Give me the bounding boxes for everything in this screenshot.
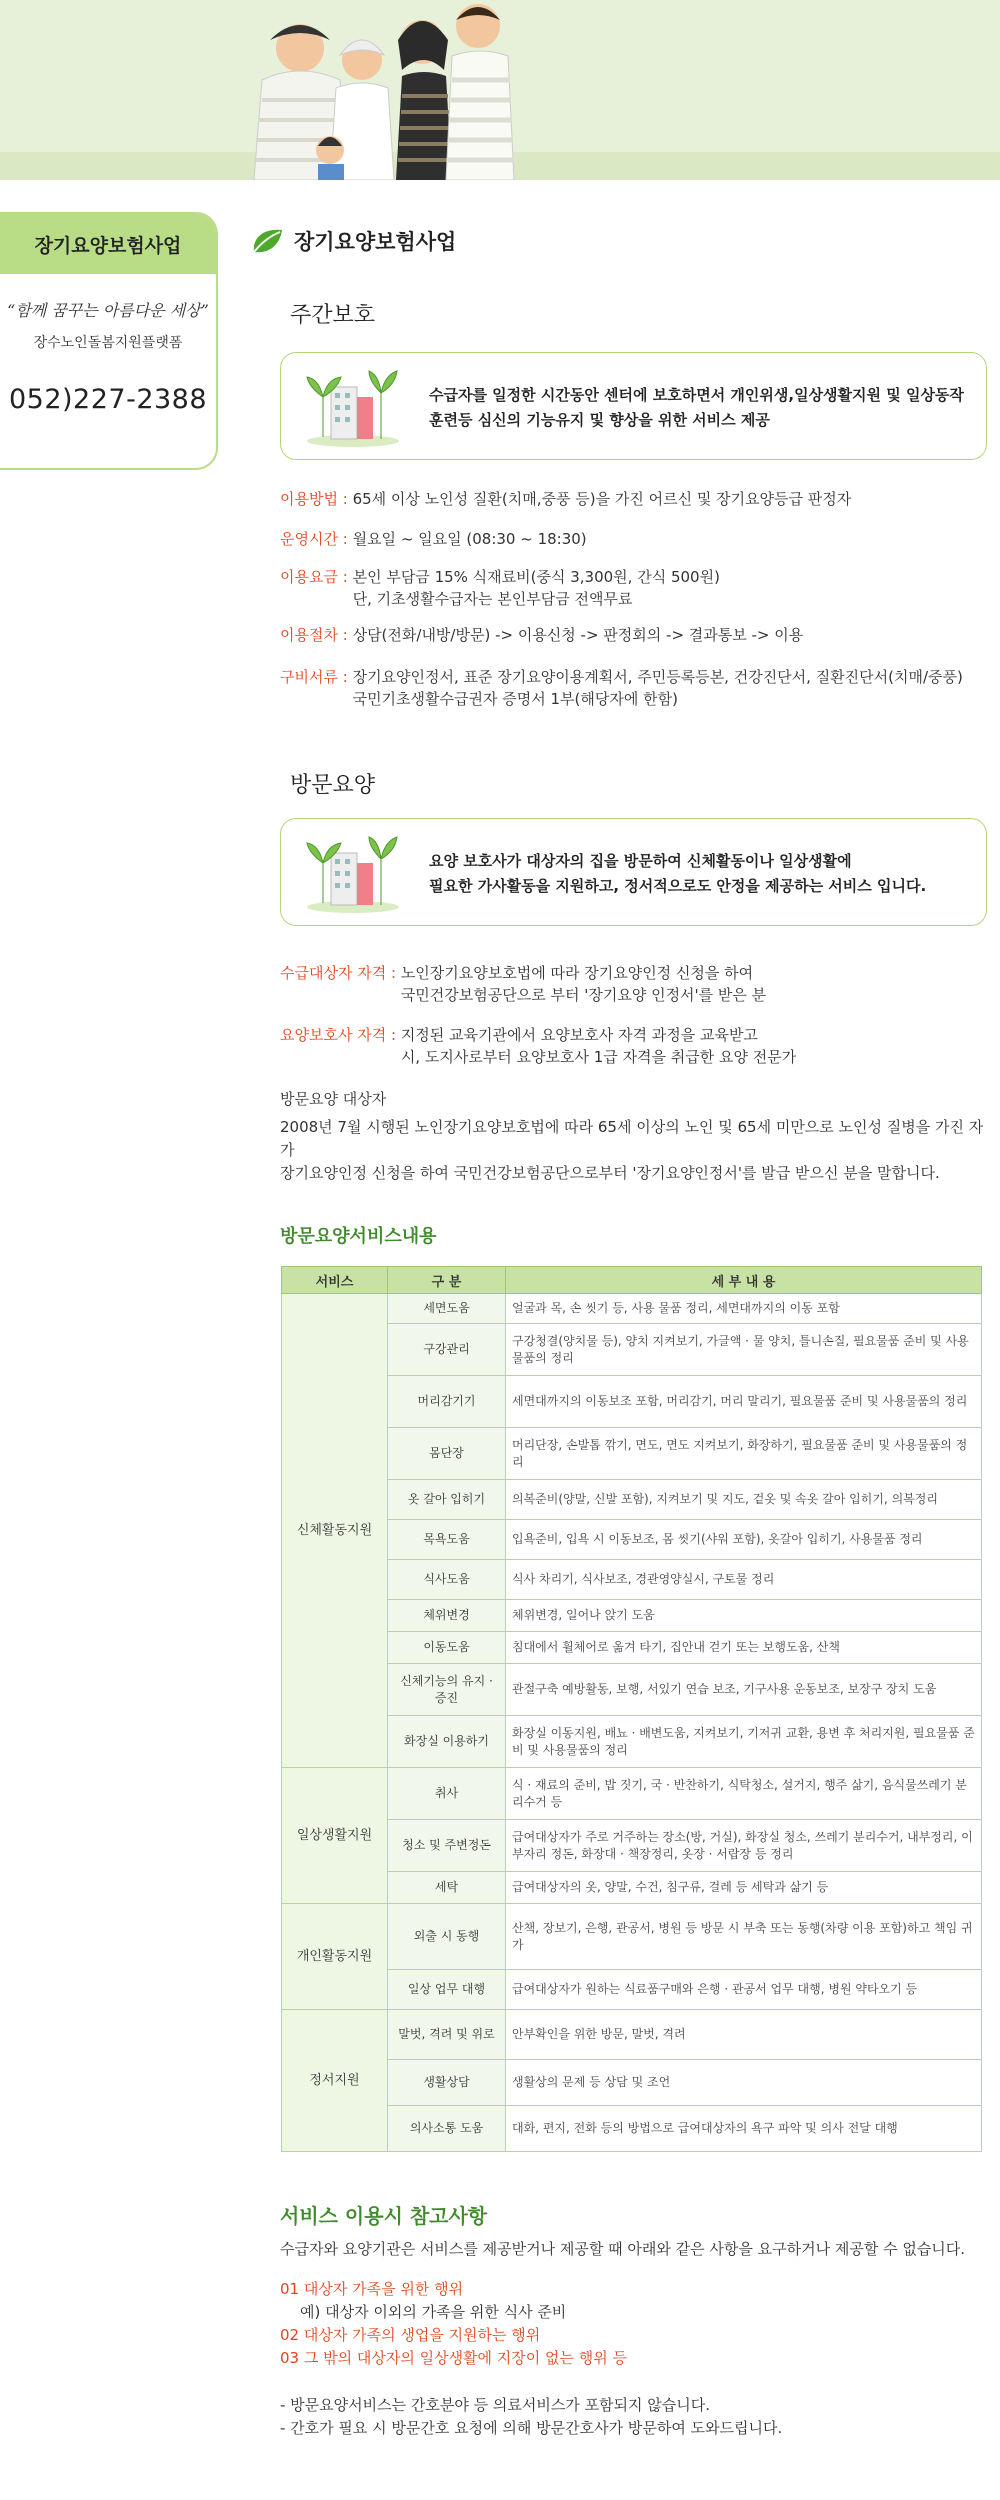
- weekly-item: 운영시간 : 월요일 ~ 일요일 (08:30 ~ 18:30): [280, 530, 587, 548]
- category-cell: 몸단장: [388, 1428, 506, 1480]
- category-cell: 청소 및 주변정돈: [388, 1820, 506, 1872]
- detail-cell: 관절구축 예방활동, 보행, 서있기 연습 보조, 기구사용 운동보조, 보장구 장치 도움: [506, 1664, 982, 1716]
- service-cell: 개인활동지원: [282, 1904, 388, 2010]
- column-header: 구 분: [388, 1267, 506, 1294]
- detail-cell: 의복준비(양말, 신발 포함), 지켜보기 및 지도, 겉옷 및 속옷 갈아 입히기, 의복정리: [506, 1480, 982, 1520]
- weekly-intro-box: [280, 352, 987, 460]
- detail-cell: 입욕준비, 입욕 시 이동보조, 몸 씻기(샤워 포함), 옷갈아 입히기, 사용물품 정리: [506, 1520, 982, 1560]
- page-title-bar: [250, 226, 456, 256]
- service-cell: 일상생활지원: [282, 1768, 388, 1904]
- rule-item: 01 대상자 가족을 위한 행위: [280, 2280, 464, 2298]
- notes-footnotes: [280, 2394, 990, 2440]
- detail-cell: 안부확인을 위한 방문, 말벗, 격려: [506, 2010, 982, 2060]
- category-cell: 외출 시 동행: [388, 1904, 506, 1970]
- table-header-row: [282, 1267, 982, 1294]
- building-plant-icon: [303, 367, 403, 447]
- table-row: [282, 1904, 982, 1970]
- detail-cell: 구강청결(양치물 등), 양치 지켜보기, 가글액 · 물 양치, 틀니손질, 필요물품 준비 및 사용물품의 정리: [506, 1324, 982, 1376]
- header-banner: [0, 0, 1000, 180]
- category-cell: 구강관리: [388, 1324, 506, 1376]
- building-plant-icon: [303, 833, 403, 913]
- notes-heading: 서비스 이용시 참고사항: [280, 2204, 488, 2228]
- category-cell: 옷 갈아 입히기: [388, 1480, 506, 1520]
- category-cell: 말벗, 격려 및 위로: [388, 2010, 506, 2060]
- category-cell: 머리감기기: [388, 1376, 506, 1428]
- weekly-item: 이용절차 : 상담(전화/내방/방문) -> 이용신청 -> 판정회의 -> 결과통보 -> 이용: [280, 626, 804, 644]
- category-cell: 의사소통 도움: [388, 2106, 506, 2152]
- sidebar-slogan: “함께 꿈꾸는 아름다운 세상”: [7, 301, 209, 320]
- rule-example: 예) 대상자 이외의 가족을 위한 식사 준비: [300, 2303, 567, 2321]
- visit-target-text: 2008년 7월 시행된 노인장기요양보호법에 따라 65세 이상의 노인 및 65세 미만으로 노인성 질병을 가진 자가 장기요양인정 신청을 하여 국민건강보험공단으로부터 '장기요양인정서'를 발급 받으신 분을 말합니다.: [280, 1118, 984, 1182]
- column-header: 세 부 내 용: [506, 1267, 982, 1294]
- detail-cell: 세면대까지의 이동보조 포함, 머리감기, 머리 말리기, 필요물품 준비 및 사용물품의 정리: [506, 1376, 982, 1428]
- sidebar-org: 장수노인돌봄지원플랫폼: [33, 335, 183, 351]
- visit-target-heading: 방문요양 대상자: [280, 1090, 387, 1108]
- service-table-heading: 방문요양서비스내용: [280, 1226, 437, 1247]
- detail-cell: 생활상의 문제 등 상담 및 조언: [506, 2060, 982, 2106]
- category-cell: 식사도움: [388, 1560, 506, 1600]
- detail-cell: 급여대상자가 원하는 식료품구매와 은행 · 관공서 업무 대행, 병원 약타오기 등: [506, 1970, 982, 2010]
- weekly-item: 이용방법 : 65세 이상 노인성 질환(치매,중풍 등)을 가진 어르신 및 장기요양등급 판정자: [280, 490, 852, 508]
- category-cell: 생활상담: [388, 2060, 506, 2106]
- sidebar-phone[interactable]: 052)227-2388: [8, 384, 208, 415]
- category-cell: 일상 업무 대행: [388, 1970, 506, 2010]
- category-cell: 세면도움: [388, 1294, 506, 1324]
- detail-cell: 대화, 편지, 전화 등의 방법으로 급여대상자의 욕구 파악 및 의사 전달 대행: [506, 2106, 982, 2152]
- weekly-item: 이용요금 : 본인 부담금 15% 식재료비(중식 3,300원, 간식 500원) 단, 기초생활수급자는 본인부담금 전액무료: [280, 568, 720, 608]
- detail-cell: 체위변경, 일어나 앉기 도움: [506, 1600, 982, 1632]
- detail-cell: 급여대상자의 옷, 양말, 수건, 침구류, 걸레 등 세탁과 삶기 등: [506, 1872, 982, 1904]
- notes-rules: [280, 2278, 990, 2370]
- detail-cell: 침대에서 휠체어로 옮겨 타기, 집안내 걷기 또는 보행도움, 산책: [506, 1632, 982, 1664]
- table-row: [282, 1768, 982, 1820]
- detail-cell: 머리단장, 손발톱 깎기, 면도, 면도 지켜보기, 화장하기, 필요물품 준비 및 사용물품의 정리: [506, 1428, 982, 1480]
- family-illustration: [0, 0, 1000, 180]
- service-cell: 신체활동지원: [282, 1294, 388, 1768]
- weekly-item: 구비서류 : 장기요양인정서, 표준 장기요양이용계획서, 주민등록등본, 건강진단서, 질환진단서(치매/중풍) 국민기초생활수급권자 증명서 1부(해당자에 한함): [280, 668, 963, 708]
- service-table: [281, 1266, 982, 2152]
- visit-intro-box: [280, 818, 987, 926]
- service-cell: 정서지원: [282, 2010, 388, 2152]
- visit-item: 요양보호사 자격 : 지정된 교육기관에서 요양보호사 자격 과정을 교육받고 시, 도지사로부터 요양보호사 1급 자격을 취급한 요양 전문가: [280, 1026, 797, 1066]
- category-cell: 화장실 이용하기: [388, 1716, 506, 1768]
- visit-heading: 방문요양: [290, 773, 376, 798]
- category-cell: 체위변경: [388, 1600, 506, 1632]
- detail-cell: 얼굴과 목, 손 씻기 등, 사용 물품 정리, 세면대까지의 이동 포함: [506, 1294, 982, 1324]
- category-cell: 취사: [388, 1768, 506, 1820]
- category-cell: 이동도움: [388, 1632, 506, 1664]
- rule-item: 02 대상자 가족의 생업을 지원하는 행위: [280, 2326, 541, 2344]
- footnote: - 방문요양서비스는 간호분야 등 의료서비스가 포함되지 않습니다.: [280, 2396, 711, 2414]
- detail-cell: 급여대상자가 주로 거주하는 장소(방, 거실), 화장실 청소, 쓰레기 분리수거, 내부정리, 이부자리 정돈, 화장대 · 책장정리, 옷장 · 서랍장 등 정리: [506, 1820, 982, 1872]
- page-title: 장기요양보험사업: [294, 230, 457, 254]
- visit-intro-text: 요양 보호사가 대상자의 집을 방문하여 신체활동이나 일상생활에 필요한 가사활동을 지원하고, 정서적으로도 안정을 제공하는 서비스 입니다.: [429, 852, 927, 895]
- detail-cell: 화장실 이동지원, 배뇨 · 배변도움, 지켜보기, 기저귀 교환, 용변 후 처리지원, 필요물품 준비 및 사용물품의 정리: [506, 1716, 982, 1768]
- column-header: 서비스: [282, 1267, 388, 1294]
- notes-intro: 수급자와 요양기관은 서비스를 제공받거나 제공할 때 아래와 같은 사항을 요구하거나 제공할 수 없습니다.: [280, 2240, 966, 2258]
- detail-cell: 식사 차리기, 식사보조, 경관영양실시, 구토물 정리: [506, 1560, 982, 1600]
- leaf-icon: [250, 226, 284, 256]
- table-row: [282, 1294, 982, 1324]
- sidebar-card: [0, 212, 218, 470]
- rule-item: 03 그 밖의 대상자의 일상생활에 지장이 없는 행위 등: [280, 2349, 628, 2367]
- visit-item: 수급대상자 자격 : 노인장기요양보호법에 따라 장기요양인정 신청을 하여 국민건강보험공단으로 부터 '장기요양 인정서'를 받은 분: [280, 964, 767, 1004]
- category-cell: 목욕도움: [388, 1520, 506, 1560]
- sidebar-title: 장기요양보험사업: [0, 214, 216, 274]
- weekly-intro-text: 수급자를 일정한 시간동안 센터에 보호하면서 개인위생,일상생활지원 및 일상동작 훈련등 심신의 기능유지 및 향상을 위한 서비스 제공: [429, 386, 964, 429]
- footnote: - 간호가 필요 시 방문간호 요청에 의해 방문간호사가 방문하여 도와드립니다.: [280, 2419, 783, 2437]
- category-cell: 세탁: [388, 1872, 506, 1904]
- detail-cell: 식 · 재료의 준비, 밥 짓기, 국 · 반찬하기, 식탁청소, 설거지, 행주 삶기, 음식물쓰레기 분리수거 등: [506, 1768, 982, 1820]
- category-cell: 신체기능의 유지 · 증진: [388, 1664, 506, 1716]
- table-row: [282, 2010, 982, 2060]
- weekly-heading: 주간보호: [290, 303, 376, 328]
- detail-cell: 산책, 장보기, 은행, 관공서, 병원 등 방문 시 부축 또는 동행(차량 이용 포함)하고 책임 귀가: [506, 1904, 982, 1970]
